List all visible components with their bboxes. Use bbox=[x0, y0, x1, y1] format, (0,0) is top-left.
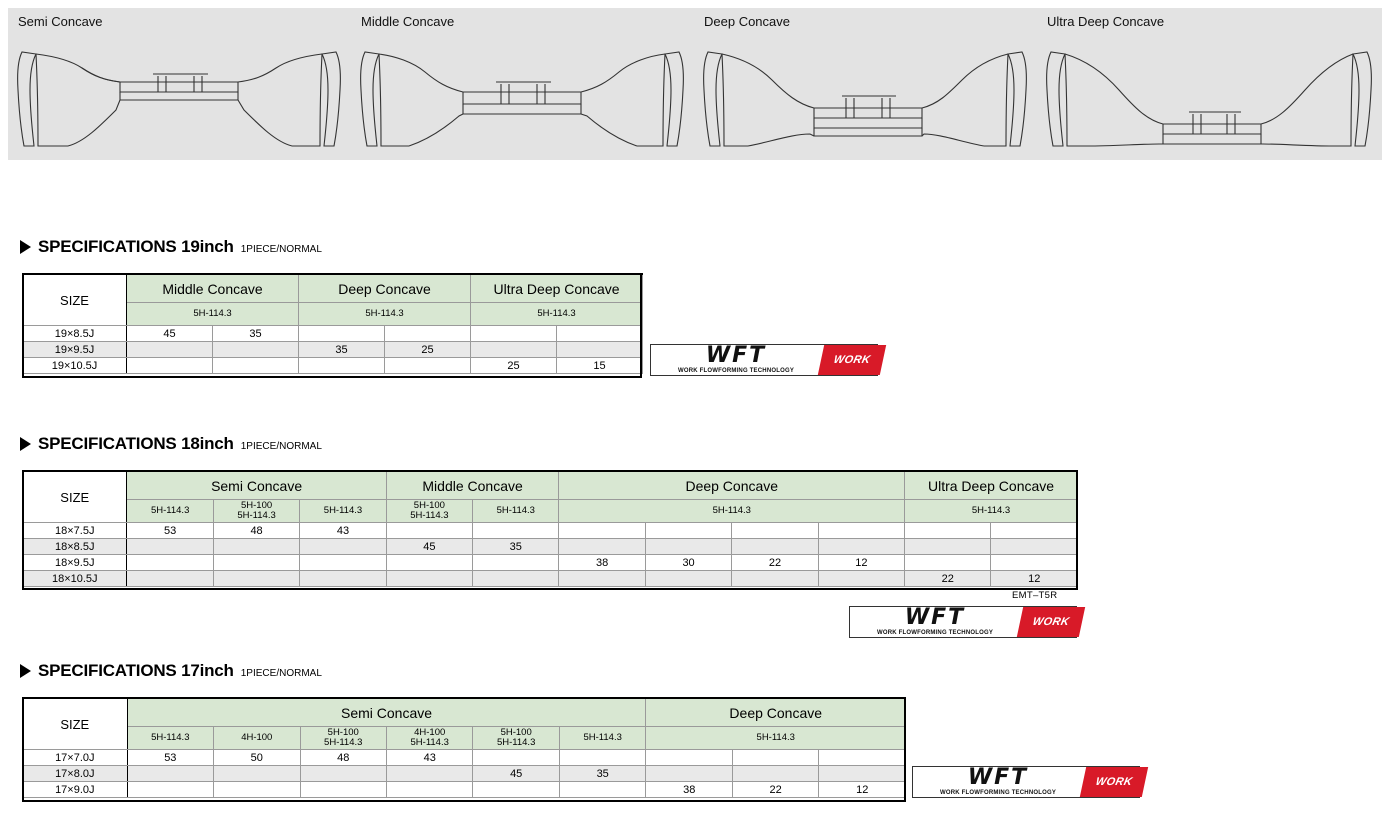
group-header-middle-concave: Middle Concave bbox=[386, 471, 559, 500]
cell-size: 17×7.0J bbox=[23, 750, 128, 766]
spec-table-18inch bbox=[22, 470, 1078, 587]
triangle-bullet-icon bbox=[20, 437, 31, 451]
section-subtitle-18inch: 1PIECE/NORMAL bbox=[240, 441, 322, 452]
cell-value bbox=[473, 555, 559, 571]
pcd-cell: 5H-114.3 bbox=[473, 500, 559, 523]
cell-value bbox=[471, 342, 557, 358]
section-title-19inch: SPECIFICATIONS 19inch bbox=[38, 237, 234, 256]
cell-value: 22 bbox=[732, 555, 818, 571]
pcd-cell: 5H-100 5H-114.3 bbox=[213, 500, 299, 523]
wft-tagline: WORK FLOWFORMING TECHNOLOGY bbox=[677, 368, 795, 374]
cell-value bbox=[905, 555, 991, 571]
cell-value bbox=[991, 523, 1078, 539]
cell-value bbox=[386, 766, 472, 782]
cell-value: 38 bbox=[559, 555, 645, 571]
table-header-row-group bbox=[23, 698, 906, 727]
cell-value bbox=[471, 326, 557, 342]
cell-value: 45 bbox=[127, 326, 213, 342]
wft-wordmark: WFT bbox=[904, 605, 966, 630]
cell-value bbox=[127, 539, 213, 555]
col-header-size: SIZE bbox=[23, 698, 128, 750]
cell-value bbox=[645, 539, 731, 555]
wft-logo-17inch bbox=[912, 766, 1140, 798]
cell-value bbox=[559, 523, 645, 539]
cell-value: 35 bbox=[213, 326, 299, 342]
cell-value bbox=[818, 523, 904, 539]
cell-value: 53 bbox=[127, 750, 213, 766]
cell-value bbox=[732, 539, 818, 555]
cell-value bbox=[214, 782, 300, 798]
cell-value bbox=[818, 539, 904, 555]
cell-value bbox=[559, 539, 645, 555]
cell-size: 19×8.5J bbox=[23, 326, 127, 342]
table-row bbox=[23, 523, 1078, 539]
cell-value bbox=[300, 555, 386, 571]
section-title-18inch: SPECIFICATIONS 18inch bbox=[38, 434, 234, 453]
cell-size: 17×8.0J bbox=[23, 766, 128, 782]
table-row bbox=[23, 342, 643, 358]
cell-value bbox=[473, 782, 559, 798]
cell-value bbox=[300, 539, 386, 555]
group-header-ultra-deep-concave: Ultra Deep Concave bbox=[471, 274, 643, 303]
table-row bbox=[23, 555, 1078, 571]
cell-value bbox=[213, 539, 299, 555]
cell-value bbox=[127, 555, 213, 571]
cell-value: 22 bbox=[732, 782, 818, 798]
cell-value: 22 bbox=[905, 571, 991, 587]
cell-value bbox=[386, 571, 472, 587]
pcd-cell: 5H-114.3 bbox=[646, 727, 906, 750]
cell-value: 12 bbox=[819, 782, 906, 798]
cell-value bbox=[386, 782, 472, 798]
cell-value bbox=[127, 358, 213, 374]
cell-size: 18×10.5J bbox=[23, 571, 127, 587]
cell-value bbox=[127, 766, 213, 782]
concave-cell-semi bbox=[8, 8, 351, 160]
cell-value bbox=[127, 571, 213, 587]
pcd-cell: 5H-100 5H-114.3 bbox=[386, 500, 472, 523]
cell-value bbox=[386, 555, 472, 571]
wft-wordmark: WFT bbox=[705, 343, 767, 368]
pcd-ultra-deep-concave: 5H-114.3 bbox=[471, 303, 643, 326]
cell-value: 48 bbox=[300, 750, 386, 766]
cell-value: 35 bbox=[559, 766, 646, 782]
cell-value bbox=[905, 523, 991, 539]
cell-value: 45 bbox=[386, 539, 472, 555]
spec-table-19inch bbox=[22, 273, 643, 374]
pcd-middle-concave: 5H-114.3 bbox=[127, 303, 299, 326]
table-row bbox=[23, 326, 643, 342]
cell-value bbox=[559, 782, 646, 798]
cell-value bbox=[818, 571, 904, 587]
spec-table-17inch bbox=[22, 697, 906, 798]
pcd-cell: 5H-100 5H-114.3 bbox=[473, 727, 559, 750]
group-header-deep-concave: Deep Concave bbox=[646, 698, 906, 727]
section-title-17inch: SPECIFICATIONS 17inch bbox=[38, 661, 234, 680]
wheel-section-deep-concave-icon bbox=[694, 34, 1037, 154]
cell-value bbox=[557, 326, 643, 342]
cell-size: 19×9.5J bbox=[23, 342, 127, 358]
cell-value bbox=[559, 571, 645, 587]
cell-value bbox=[213, 571, 299, 587]
cell-value bbox=[213, 358, 299, 374]
wft-logo-19inch bbox=[650, 344, 878, 376]
cell-value bbox=[127, 782, 213, 798]
cell-value bbox=[299, 326, 385, 342]
group-header-semi-concave: Semi Concave bbox=[127, 471, 386, 500]
section-heading-18inch bbox=[20, 434, 322, 454]
cell-size: 19×10.5J bbox=[23, 358, 127, 374]
cell-value: 35 bbox=[299, 342, 385, 358]
cell-value: 38 bbox=[646, 782, 732, 798]
cell-value bbox=[646, 766, 732, 782]
cell-value bbox=[214, 766, 300, 782]
cell-size: 17×9.0J bbox=[23, 782, 128, 798]
section-heading-17inch bbox=[20, 661, 322, 681]
cell-size: 18×7.5J bbox=[23, 523, 127, 539]
cell-value bbox=[645, 523, 731, 539]
wft-logo-left bbox=[913, 767, 1083, 797]
cell-value: 25 bbox=[471, 358, 557, 374]
col-header-size: SIZE bbox=[23, 274, 127, 326]
cell-value: 50 bbox=[214, 750, 300, 766]
concave-label-ultra-deep: Ultra Deep Concave bbox=[1047, 14, 1165, 29]
pcd-cell: 4H-100 5H-114.3 bbox=[386, 727, 472, 750]
cell-value bbox=[645, 571, 731, 587]
concave-cell-ultra-deep bbox=[1037, 8, 1382, 160]
col-header-size: SIZE bbox=[23, 471, 127, 523]
triangle-bullet-icon bbox=[20, 240, 31, 254]
cell-value bbox=[991, 539, 1078, 555]
concave-label-deep: Deep Concave bbox=[704, 14, 790, 29]
wft-wordmark: WFT bbox=[967, 765, 1029, 790]
concave-label-middle: Middle Concave bbox=[361, 14, 455, 29]
group-header-deep-concave: Deep Concave bbox=[559, 471, 905, 500]
pcd-cell: 5H-114.3 bbox=[559, 500, 905, 523]
wft-logo-left bbox=[651, 345, 821, 375]
cell-value: 12 bbox=[991, 571, 1078, 587]
triangle-bullet-icon bbox=[20, 664, 31, 678]
cell-value bbox=[991, 555, 1078, 571]
section-subtitle-19inch: 1PIECE/NORMAL bbox=[240, 244, 322, 255]
table-row bbox=[23, 358, 643, 374]
table-header-row-group bbox=[23, 471, 1078, 500]
group-header-ultra-deep-concave: Ultra Deep Concave bbox=[905, 471, 1078, 500]
pcd-cell: 5H-114.3 bbox=[127, 500, 213, 523]
cell-value bbox=[386, 523, 472, 539]
cell-value bbox=[732, 523, 818, 539]
cell-value: 43 bbox=[300, 523, 386, 539]
cell-value bbox=[819, 750, 906, 766]
cell-size: 18×8.5J bbox=[23, 539, 127, 555]
cell-value bbox=[905, 539, 991, 555]
work-brand-badge: WORK bbox=[1080, 767, 1148, 797]
pcd-cell: 4H-100 bbox=[214, 727, 300, 750]
cell-value bbox=[300, 782, 386, 798]
work-brand-badge: WORK bbox=[1017, 607, 1085, 637]
table-row bbox=[23, 571, 1078, 587]
cell-value bbox=[473, 523, 559, 539]
concave-label-semi: Semi Concave bbox=[18, 14, 103, 29]
cell-value bbox=[300, 571, 386, 587]
cell-value bbox=[127, 342, 213, 358]
concave-illustration-strip bbox=[8, 8, 1382, 160]
cell-value: 43 bbox=[386, 750, 472, 766]
cell-value bbox=[299, 358, 385, 374]
cell-value bbox=[300, 766, 386, 782]
pcd-cell: 5H-114.3 bbox=[300, 500, 386, 523]
table-header-row-pcd bbox=[23, 500, 1078, 523]
table-row bbox=[23, 539, 1078, 555]
cell-value bbox=[819, 766, 906, 782]
cell-value bbox=[557, 342, 643, 358]
cell-value: 25 bbox=[385, 342, 471, 358]
cell-value: 45 bbox=[473, 766, 559, 782]
pcd-cell: 5H-114.3 bbox=[127, 727, 213, 750]
concave-cell-deep bbox=[694, 8, 1037, 160]
group-header-semi-concave: Semi Concave bbox=[127, 698, 646, 727]
pcd-cell: 5H-100 5H-114.3 bbox=[300, 727, 386, 750]
pcd-cell: 5H-114.3 bbox=[905, 500, 1078, 523]
wft-tagline: WORK FLOWFORMING TECHNOLOGY bbox=[939, 790, 1057, 796]
cell-value bbox=[473, 750, 559, 766]
cell-value bbox=[213, 342, 299, 358]
cell-value bbox=[732, 750, 818, 766]
cell-value: 30 bbox=[645, 555, 731, 571]
group-header-middle-concave: Middle Concave bbox=[127, 274, 299, 303]
cell-value bbox=[732, 766, 818, 782]
cell-value: 12 bbox=[818, 555, 904, 571]
cell-value: 53 bbox=[127, 523, 213, 539]
group-header-deep-concave: Deep Concave bbox=[299, 274, 471, 303]
table-row bbox=[23, 782, 906, 798]
wft-logo-left bbox=[850, 607, 1020, 637]
cell-value bbox=[385, 358, 471, 374]
pcd-deep-concave: 5H-114.3 bbox=[299, 303, 471, 326]
work-brand-badge: WORK bbox=[818, 345, 886, 375]
cell-value: 35 bbox=[473, 539, 559, 555]
cell-value bbox=[385, 326, 471, 342]
cell-value: 48 bbox=[213, 523, 299, 539]
wft-logo-18inch bbox=[849, 606, 1077, 638]
table-header-row-group bbox=[23, 274, 643, 303]
wheel-section-ultra-deep-concave-icon bbox=[1037, 34, 1382, 154]
wheel-section-semi-concave-icon bbox=[8, 34, 351, 154]
cell-value bbox=[732, 571, 818, 587]
cell-size: 18×9.5J bbox=[23, 555, 127, 571]
cell-value bbox=[646, 750, 732, 766]
table-header-row-pcd bbox=[23, 727, 906, 750]
table-row bbox=[23, 766, 906, 782]
cell-value bbox=[213, 555, 299, 571]
table-row bbox=[23, 750, 906, 766]
cell-value bbox=[473, 571, 559, 587]
pcd-cell: 5H-114.3 bbox=[559, 727, 646, 750]
model-code-label: EMT–T5R bbox=[1012, 590, 1058, 601]
cell-value bbox=[559, 750, 646, 766]
section-subtitle-17inch: 1PIECE/NORMAL bbox=[240, 668, 322, 679]
concave-cell-middle bbox=[351, 8, 694, 160]
cell-value: 15 bbox=[557, 358, 643, 374]
wft-tagline: WORK FLOWFORMING TECHNOLOGY bbox=[876, 630, 994, 636]
section-heading-19inch bbox=[20, 237, 322, 257]
wheel-section-middle-concave-icon bbox=[351, 34, 694, 154]
